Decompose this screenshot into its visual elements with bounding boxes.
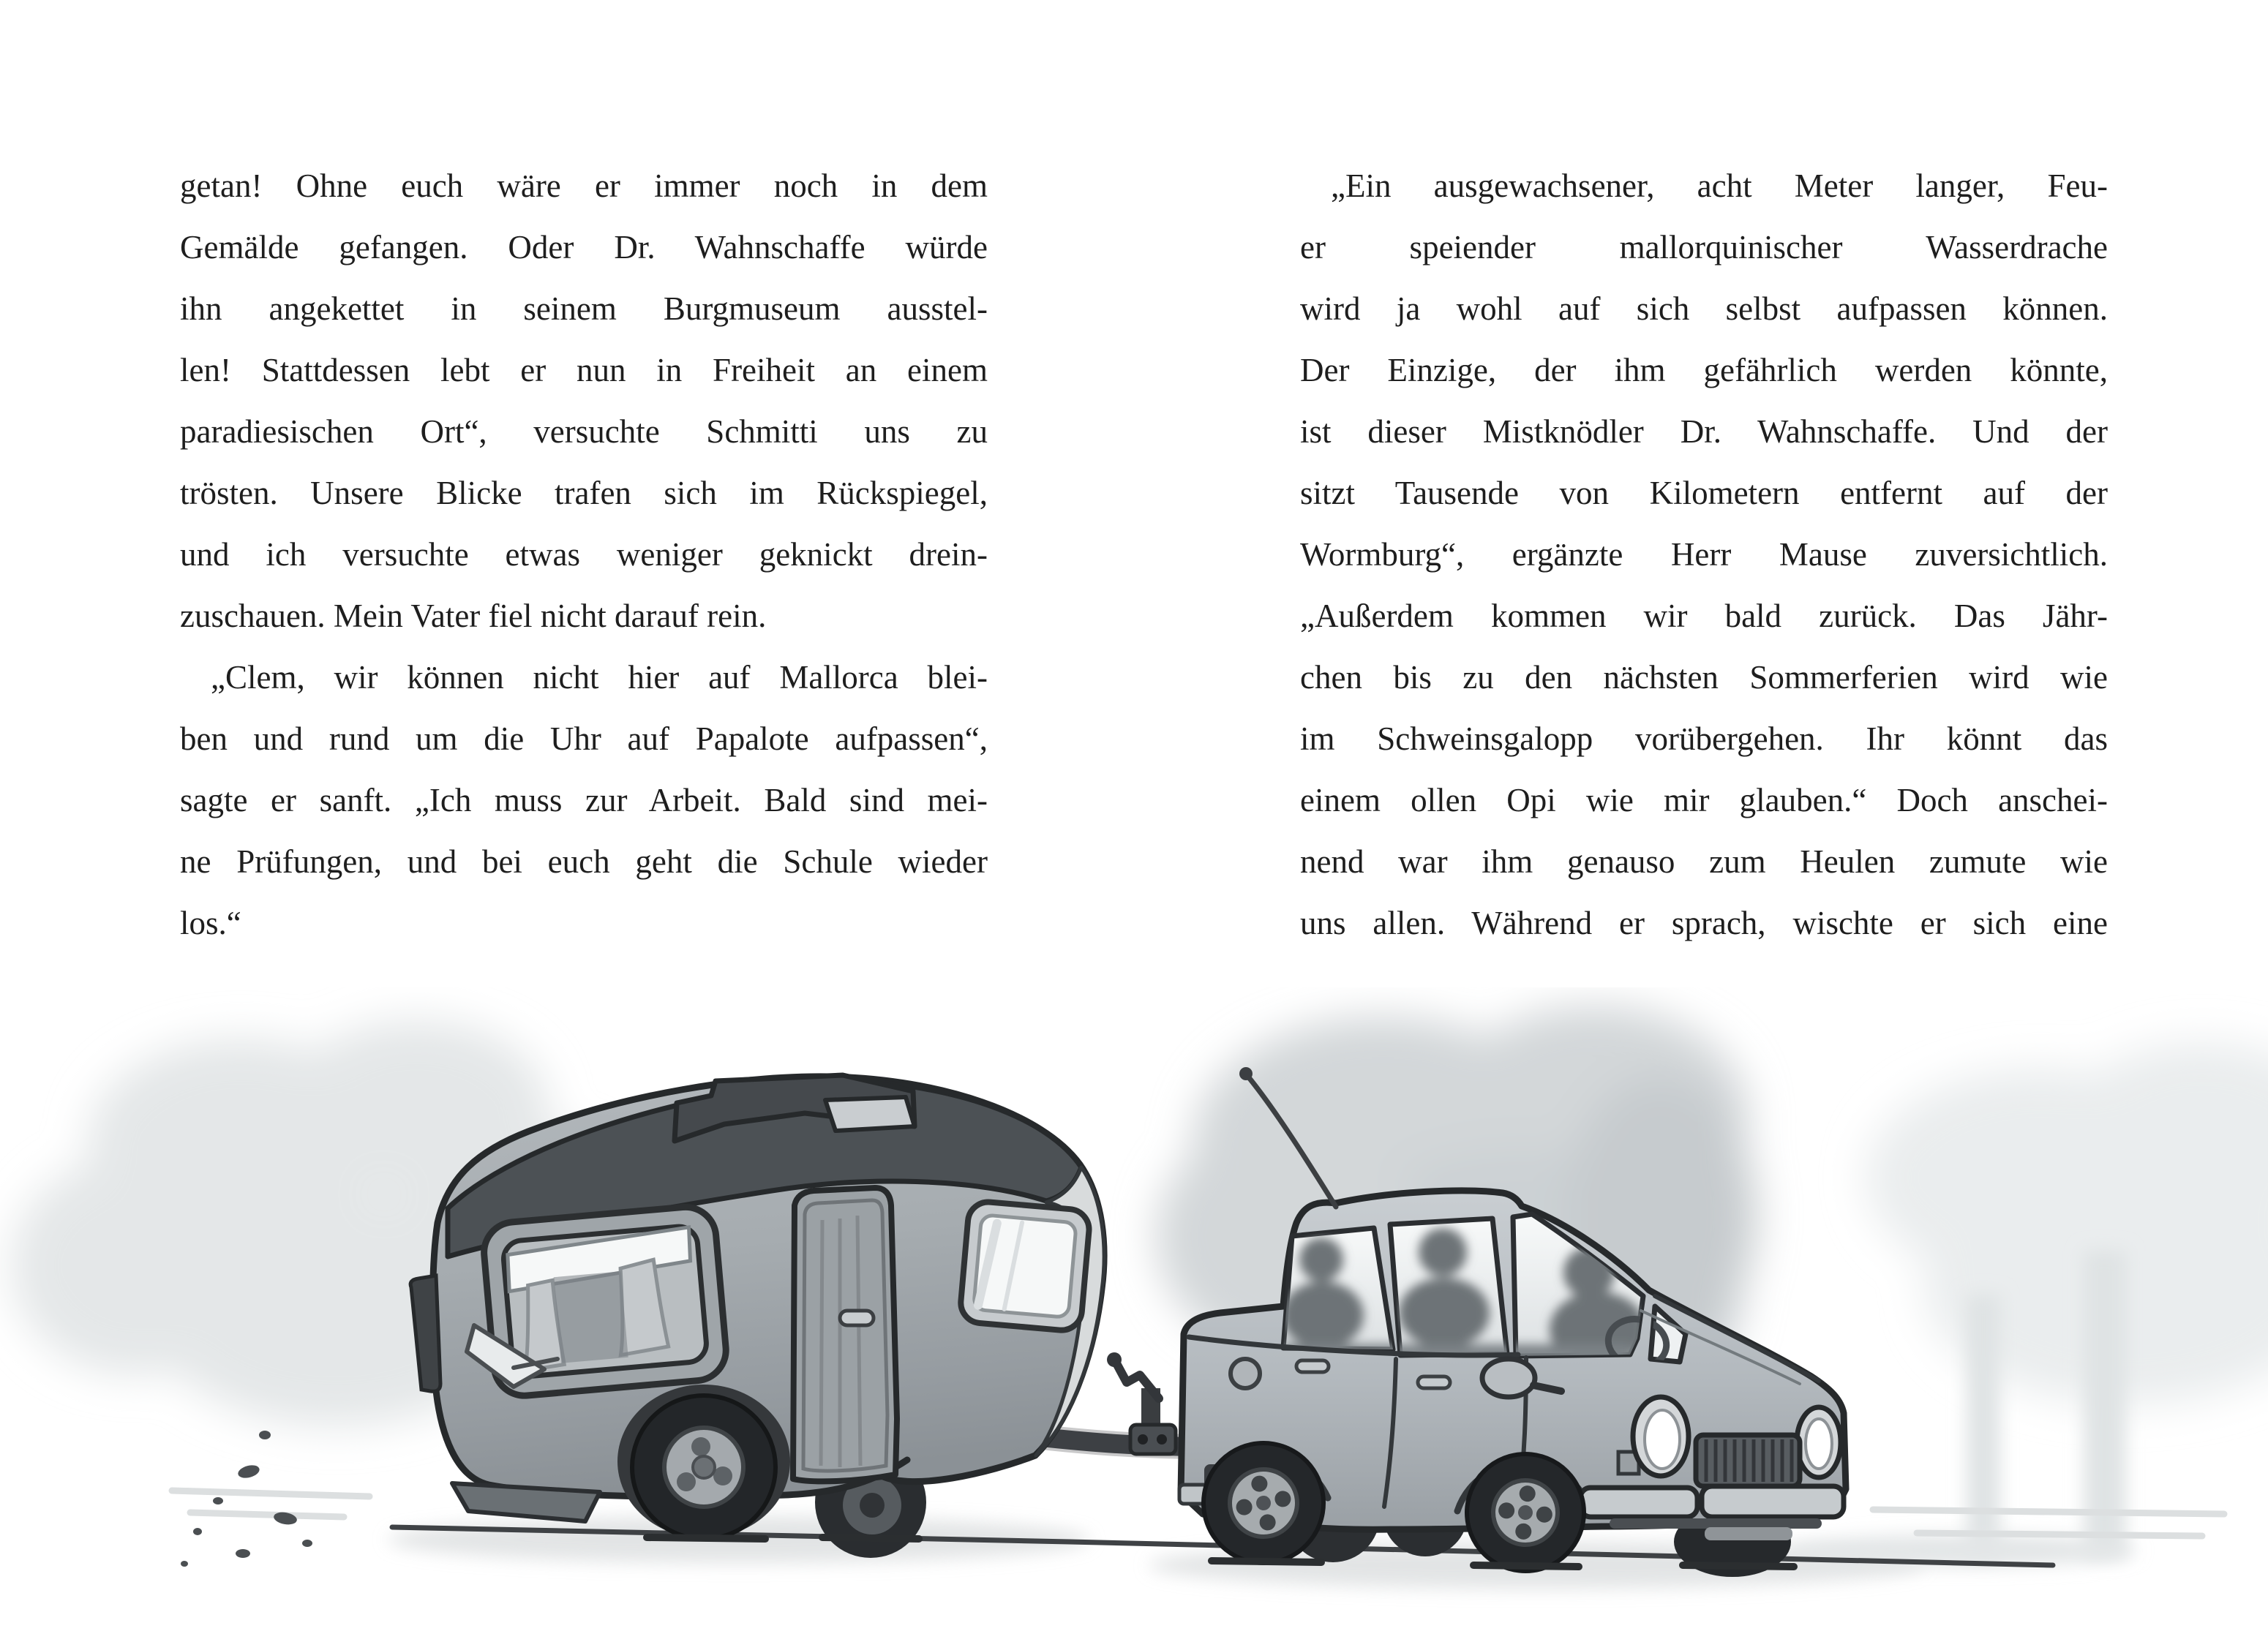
car-fuel-cap <box>1231 1359 1260 1388</box>
car-bumper <box>1580 1486 1844 1540</box>
text-line: ihn angekettet in seinem Burgmuseum ausstel- <box>180 290 988 327</box>
text-line: los.“ <box>180 905 241 941</box>
caravan-door-handle <box>840 1311 874 1325</box>
text-line: einem ollen Opi wie mir glauben.“ Doch anschei- <box>1300 782 2108 818</box>
text-line: chen bis zu den nächsten Sommerferien wird wie <box>1300 659 2108 696</box>
car-door-handle-front <box>1418 1377 1450 1388</box>
text-column-left <box>180 155 988 954</box>
text-line: „Clem, wir können nicht hier auf Mallorca blei- <box>211 659 988 696</box>
dust-specks <box>181 1431 312 1567</box>
text-line: ne Prüfungen, und bei euch geht die Schule wieder <box>180 843 988 880</box>
background-trees <box>11 1006 2268 1558</box>
text-line: und ich versuchte etwas weniger geknickt drein- <box>180 536 988 573</box>
text-line: uns allen. Während er sprach, wischte er sich eine <box>1300 905 2108 941</box>
text-line: ist dieser Mistknödler Dr. Wahnschaffe. Und der <box>1300 413 2108 450</box>
text-line: er speiender mallorquinischer Wasserdrache <box>1300 229 2108 265</box>
text-line: len! Stattdessen lebt er nun in Freiheit an einem <box>180 352 988 388</box>
text-line: Wormburg“, ergänzte Herr Mause zuversichtlich. <box>1300 536 2108 573</box>
illustration-car-towing-caravan <box>0 987 2268 1642</box>
text-line: Gemälde gefangen. Oder Dr. Wahnschaffe würde <box>180 229 988 265</box>
car-headlight-left-lens <box>1645 1410 1680 1469</box>
text-line: paradiesischen Ort“, versuchte Schmitti uns zu <box>180 413 988 450</box>
text-line: Der Einzige, der ihm gefährlich werden könnte, <box>1300 352 2108 388</box>
text-line: im Schweinsgalopp vorübergehen. Ihr könnt das <box>1300 720 2108 757</box>
text-line: trösten. Unsere Blicke trafen sich im Rückspiegel, <box>180 475 988 511</box>
caravan-wheel-main <box>617 1385 790 1539</box>
text-line: sagte er sanft. „Ich muss zur Arbeit. Bald sind mei- <box>180 782 988 818</box>
caravan-window-front <box>959 1200 1091 1332</box>
text-line: „Außerdem kommen wir bald zurück. Das Jähr- <box>1300 598 2108 634</box>
text-line: getan! Ohne euch wäre er immer noch in dem <box>180 167 988 204</box>
text-line: nend war ihm genauso zum Heulen zumute wie <box>1300 843 2108 880</box>
text-column-right <box>1300 155 2108 954</box>
caravan-door <box>793 1188 897 1481</box>
car-headlight-right-lens <box>1806 1419 1832 1469</box>
text-line: „Ein ausgewachsener, acht Meter langer, Feu- <box>1331 167 2108 204</box>
caravan-step <box>452 1483 600 1521</box>
car-grille <box>1696 1435 1800 1486</box>
text-line: ben und rund um die Uhr auf Papalote aufpassen“, <box>180 720 988 757</box>
text-line: wird ja wohl auf sich selbst aufpassen können. <box>1300 290 2108 327</box>
text-line: zuschauen. Mein Vater fiel nicht darauf rein. <box>180 598 767 634</box>
car-door-handle-rear <box>1296 1360 1329 1372</box>
caravan <box>410 1075 1104 1558</box>
text-line: sitzt Tausende von Kilometern entfernt auf der <box>1300 475 2108 511</box>
